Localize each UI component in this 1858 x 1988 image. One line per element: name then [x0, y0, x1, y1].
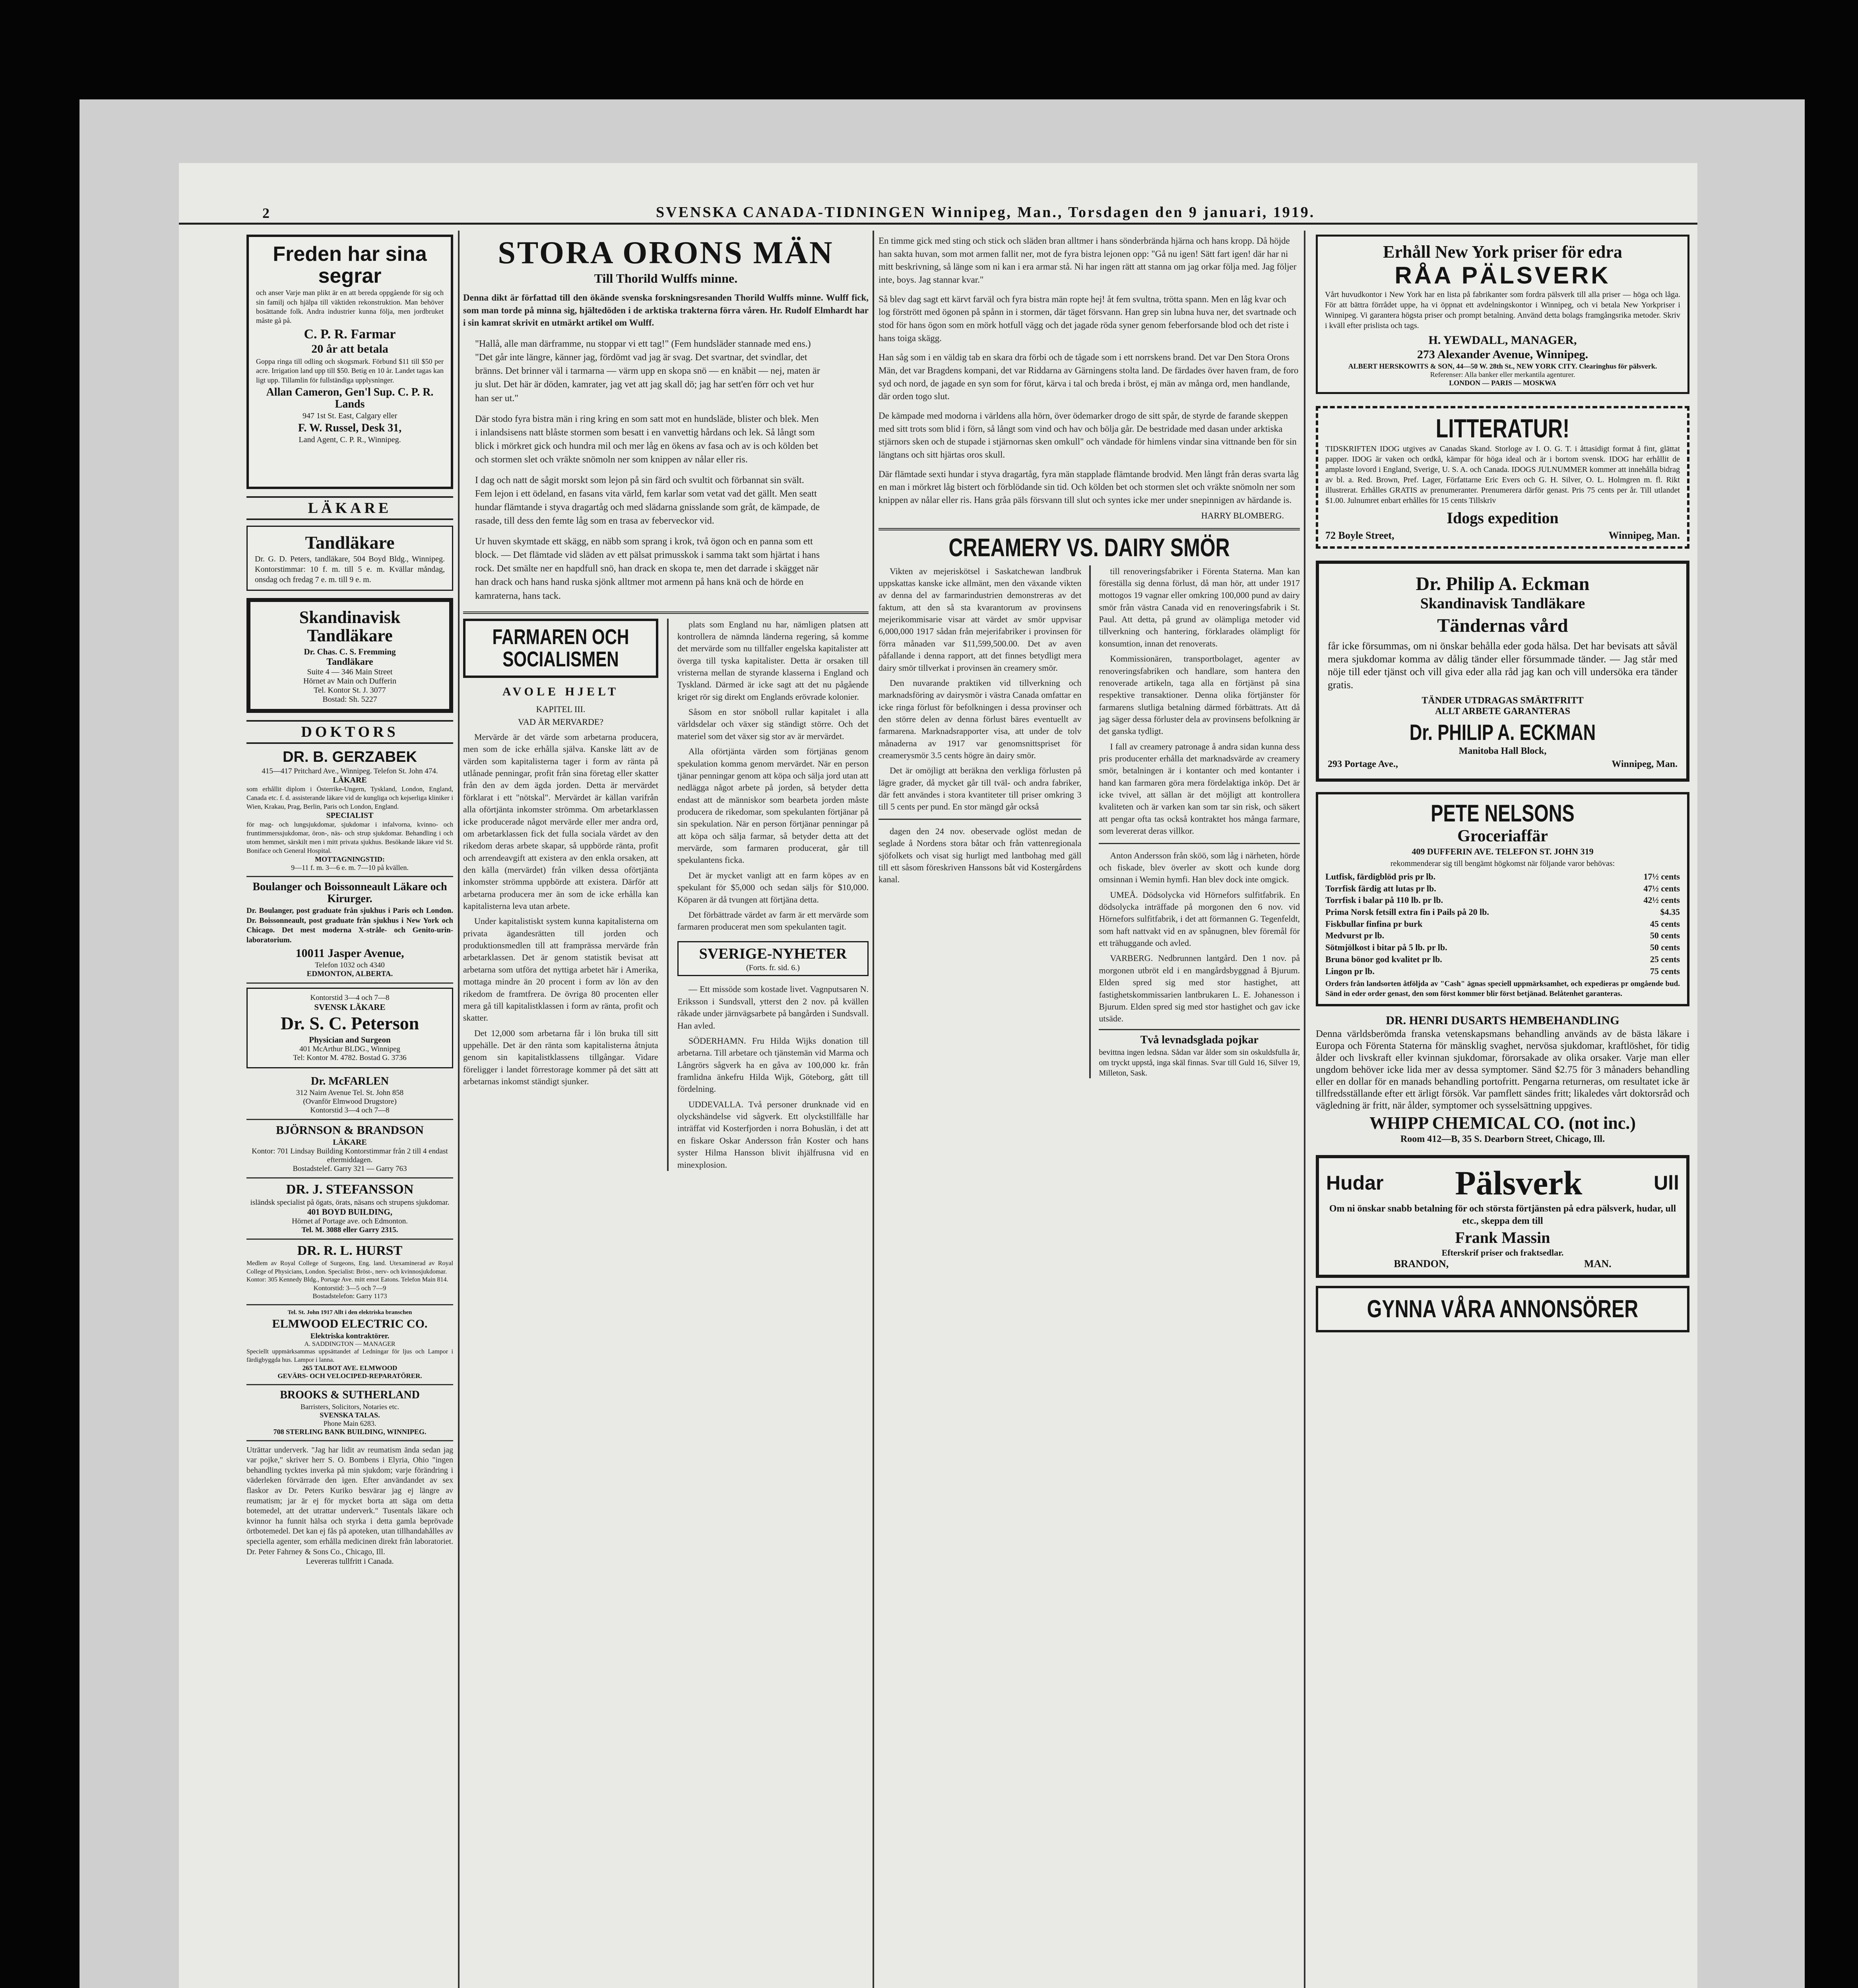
freden-body: och anser Varje man plikt är en att bereda oppgående för sig och sin familj och hjälpa till väktiden rekonstruktion. Man behöver bosättande folk. Andra industrier kunna följa, men jordbruket måste gå på. [256, 289, 444, 325]
eckman-l2: ALLT ARBETE GARANTERAS [1435, 706, 1571, 717]
litteratur-exp: Idogs expedition [1447, 509, 1559, 527]
bjornson-body: Kontor: 701 Lindsay Building Kontorstimmar från 2 till 4 endast eftermiddagen. [252, 1147, 448, 1165]
farmaren-c2-p1: plats som England nu har, nämligen platsen att kontrollera de nämnda länderna regering, så komme det mervärde som nu tillfaller engelska kapitalister att överga till tyska kapitalister. Detta är orsaken till vristerna mellan de styrande klasserna i England och Tyskland. Därmed är icke sagt att det nu pågående kriget rör sig direkt om Englands erövrade kolonier. [677, 619, 869, 702]
sverige-p1: — Ett missöde som kostade livet. Vagnputsaren N. Eriksson i Sundsvall, ytterst den 2 nov. på kvällen råkade under järnvägsarbete på bangården i Sundsvall. Han avled. [677, 984, 869, 1031]
stora-heading: STORA ORONS MÄN [498, 235, 834, 270]
hurst-body: Medlem av Royal College of Surgeons, Eng. land. Utexaminerad av Royal College of Physicians, London. Specialist: Bröst-, nerv- och kvinnosjukdomar. [246, 1260, 453, 1275]
price-row: Lutfisk, färdigblöd pris pr lb. 17½ cents [1325, 872, 1680, 882]
freden-sign2: F. W. Russel, Desk 31, [298, 421, 402, 434]
gerzabek-heading: DR. B. GERZABEK [283, 748, 417, 765]
skandinavisk-l1: Suite 4 — 346 Main Street [307, 667, 393, 676]
column-1 [246, 235, 453, 1566]
freden-heading: Freden har sina segrar [273, 243, 427, 287]
stora-stanza: "Hallå, alle man därframme, nu stoppar vi ett tag!" (Fem hundsläder stannade med ens.) "Det går inte längre, känner jag, fördömt vad jag är svag. Det svartnar, det svindlar, det bränns. Det brinner väl i tarmarna — värm upp en skopa snö — en knäbit — nej, maten är ju slut. Det här är döden, kamrater, jag vet att jag skall dö; jag har sett'en förr och vet hur han ser ut." [475, 339, 820, 404]
pete-addr: 409 DUFFERIN AVE. TELEFON ST. JOHN 319 [1412, 846, 1594, 857]
column-4 [1316, 235, 1689, 1340]
stefansson-body: isländsk specialist på ögats, örats, näsans och strupens sjukdomar. [250, 1198, 450, 1207]
stora-stanza: Där stodo fyra bistra män i ring kring en som satt mot en hundsläde, blister och blek. Men i inlandsisens natt blåste stormen som besatt i en vanvettig hårdans och lek. Så långt som blick i mörkret gick och hundra mil och mer låg en ökens av fasa och av is och kölden bet och stormen slet och vräkte snömoln ner som knippen av nålar eller ris. [475, 414, 819, 465]
pete-heading: PETE NELSONS [1431, 800, 1575, 827]
bjornson-lak: LÄKARE [333, 1138, 367, 1147]
eckman-addr: 293 Portage Ave., [1328, 759, 1398, 769]
price-row: Torrfisk i balar på 110 lb. pr lb. 42½ cents [1325, 895, 1680, 905]
stefansson-heading: DR. J. STEFANSSON [286, 1182, 414, 1197]
boulanger-city: EDMONTON, ALBERTA. [306, 970, 393, 978]
sverige-p3: UDDEVALLA. Två personer drunknade vid en olyckshändelse vid sågverk. Ett olyckstillfälle har inträffat vid Kosterfjorden i norra Bohuslän, i det att en fiskare Oskar Andersson från Koster och hans syster Hilma Hansson blivit ihjälfrusna vid en minexplosion. [677, 1099, 869, 1170]
poem-cont-stanza: De kämpade med modorna i världens alla hörn, över ödemarker drogo de sitt spår, de styrde de farande skeppen med sitt trots som blid i förn, så långt som vind och hav och bölja går. De bestridade med dasan under arktiska stjärnors sken och de stupade i stjärnornas sken omkull" och vändade för himlens vindar sina vittnande ben för sin längtans och sitt hjärtas oros skull. [879, 410, 1297, 460]
dusarts-co: WHIPP CHEMICAL CO. (not inc.) [1369, 1113, 1636, 1133]
farmaren-kap: KAPITEL III. [536, 704, 586, 714]
farmaren-p3: Det 12,000 som arbetarna får i lön bruka till sitt uppehälle. Det är den ränta som kapitalisterna åtnjuta genom sin kapitalistklassens tillgångar. Vidare föreligger i landet förrestorage kommer på det sätt att arbetarnas inkomst ständigt sjunker. [463, 1028, 658, 1087]
sverige-head-box [677, 941, 869, 977]
dusarts-heading: DR. HENRI DUSARTS HEMBEHANDLING [1386, 1013, 1619, 1027]
freden-sub1: C. P. R. Farmar [304, 326, 396, 342]
gynna-ad [1316, 1286, 1689, 1332]
farmaren-article [463, 619, 869, 1171]
elmwood-sub: Elektriska kontraktörer. [310, 1332, 390, 1340]
new-york-cities: LONDON — PARIS — MOSKWA [1449, 379, 1556, 387]
creamery-p2: Den nuvarande praktiken vid tillverkning och marknadsföring av dairysmör i västra Canada omfattar en icke ringa förlust för befolkningen i dessa provinser och den större delen av denna förlust bäres eventuellt av farmarena. Marknadsrapporter visa, att under de tolv månaderna av 1917 var genomsnittspriset för creamerysmör 3.5 cents högre än dairy smör. [879, 678, 1082, 761]
boulanger-body: Dr. Boulanger, post graduate från sjukhus i Paris och London. Dr. Boissonneault, post graduate från sjukhus i New York och Chicago. Det mest moderna X-stråle- och Genito-urin-laboratorium. [246, 907, 453, 945]
farmaren-byline: AVOLE HJELT [502, 685, 619, 698]
eckman-block: Manitoba Hall Block, [1458, 746, 1547, 756]
poem-continued [879, 235, 1300, 507]
elmwood-heading: ELMWOOD ELECTRIC CO. [272, 1317, 428, 1331]
skandinavisk-ad [246, 598, 453, 712]
stora-intro: Denna dikt är författad till den ökände svenska forskningsresanden Thorild Wulffs minne. Wulff fick, som man torde på minna sig, hjältedöden i de arktiska trakterna förra våren. Hr. Rudolf Elmhardt har i sin kamrat skrivit en utmärkt artikel om Wulff. [463, 293, 869, 328]
creamery-p4: till renoveringsfabriker i Förenta Staterna. Man kan föreställa sig denna förlust, då man hör, att under 1917 mottogos 19 vagnar eller omkring 100,000 pund av dairy smör från västra Canada vid en renoveringsfabrik i St. Paul. Att detta, på grund av olämpliga metoder vid tillverkning och hantering, förklarades olämpligt för konsumtion, innan det renoverats. [1099, 566, 1300, 648]
stefansson-addr2: Hörnet af Portage ave. och Edmonton. [292, 1217, 408, 1226]
newspaper-page [179, 163, 1697, 1988]
hudar-prov: MAN. [1584, 1258, 1612, 1270]
farmaren-c2-p4: Det är mycket vanligt att en farm köpes av en spekulant för $5,000 och sedan säljs för $10,000. Köparen är då tvungen att förtjäna detta. [677, 870, 869, 905]
pete-intro: rekommenderar sig till bengämt högkomst när följande varor behövas: [1390, 859, 1615, 868]
elmwood-addr: 265 TALBOT AVE. ELMWOOD [302, 1364, 398, 1372]
brooks-phone: Phone Main 6283. [323, 1419, 376, 1427]
peterson-heading: Dr. S. C. Peterson [280, 1013, 419, 1034]
sverige-p2: SÖDERHAMN. Fru Hilda Wijks donation till arbetarna. Till arbetare och tjänstemän vid Marma och Långrörs sågverk ha en gåva av 100,000 kr. från framlidna änkefru Hilda Wijk, Göteborg, gått till fördelning. [677, 1035, 869, 1094]
peterson-tel: Tel: Kontor M. 4782. Bostad G. 3736 [293, 1053, 407, 1062]
eckman-sub: Skandinavisk Tandläkare [1420, 595, 1585, 612]
freden-addr1: 947 1st St. East, Calgary eller [302, 411, 398, 420]
eckman-name2: Dr. PHILIP A. ECKMAN [1409, 720, 1596, 745]
stefansson-ad [246, 1182, 453, 1235]
stefansson-addr: 401 BOYD BUILDING, [307, 1207, 393, 1217]
stora-stanza: I dag och natt de sågit morskt som lejon på sin färd och svultit och förbannat sin svält. Fem lejon i ett ödeland, en fasans vita värld, fem karlar som vetat vad det gällt. Men seatt hundar flämtande i styva dragartåg och med slädarna gnisslande som gråt, de kämpade, de rasade, till dess den femte låg som en trasa av feberveckor vid. [475, 475, 820, 526]
new-york-heading: Erhåll New York priser för edra [1383, 242, 1622, 262]
farmaren-c2-p2: Såsom en stor snöboll rullar kapitalet i alla världsdelar och växer sig ständigt större. Och det materiel som det växer sig stor av är mervärdet. [677, 707, 869, 741]
doktors-label: DOKTORS [246, 720, 453, 744]
tandlakare-body: Dr. G. D. Peters, tandläkare, 504 Boyd Bldg., Winnipeg. Kontorstimmar: 10 f. m. till 5 e. m. Kvällar måndag, onsdag och fredag 7 e. m. till 9 e. m. [255, 555, 445, 584]
pete-foot: Orders från landsorten åtföljda av "Cash" ägnas speciell uppmärksamhet, och expedieras pr omgående bud. Sänd in eder order genast, den som först kommer blir först betjänad. Belåtenhet garanteras. [1325, 980, 1680, 998]
peterson-ad [246, 988, 453, 1068]
gynna-heading: GYNNA VÅRA ANNONSÖRER [1367, 1295, 1639, 1323]
peterson-sub: Physician and Surgeon [309, 1035, 391, 1044]
boulanger-addr: 10011 Jasper Avenue, [295, 946, 404, 960]
price-row: Torrfisk färdig att lutas pr lb. 47½ cents [1325, 883, 1680, 893]
boulanger-tel: Telefon 1032 och 4340 [315, 961, 385, 970]
tandlakare-heading: Tandläkare [305, 532, 395, 553]
skandinavisk-l3: Tel. Kontor St. J. 3077 [314, 685, 386, 695]
litteratur-heading: LITTERATUR! [1435, 414, 1570, 443]
new-york-addr: 273 Alexander Avenue, Winnipeg. [1417, 348, 1588, 361]
pete-nelsons-ad [1316, 792, 1689, 1006]
tandlakare-ad [246, 526, 453, 591]
creamery-heading: CREAMERY VS. DAIRY SMÖR [948, 533, 1230, 562]
hurst-ad [246, 1244, 453, 1300]
farmaren-c2-p5: Det förbättrade värdet av farm är ett mervärde som farmaren producerat men som spekulanten tagit. [677, 909, 869, 932]
lakare-label: LÄKARE [246, 496, 453, 520]
eckman-tag: Tändernas vård [1437, 615, 1568, 636]
bjornson-heading: BJÖRNSON & BRANDSON [276, 1123, 424, 1137]
mcfarlen-ad [246, 1076, 453, 1115]
brooks-heading: BROOKS & SUTHERLAND [280, 1389, 420, 1402]
gerzabek-addr: 415—417 Pritchard Ave., Winnipeg. Telefon St. John 474. [262, 767, 438, 775]
peterson-addr: 401 McArthur BLDG., Winnipeg [299, 1044, 400, 1053]
rheuma-foot: Levereras tullfritt i Canada. [306, 1557, 394, 1566]
freden-ad [246, 235, 453, 489]
creamery-p6: I fall av creamery patronage å andra sidan kunna dess pris producenter erhålla det marknadsvärde av creamery smör, betalningen är i kontanter och med kontanter i hand kan farmaren göra mera fördelaktiga inköp. Det är icke tvivel, att sällan är det möjligt att kontrollera kvaliteten och är varken kan som tar sin risk, och säkert att pengar ofta tas också kontraktet hos många farmare, som levererat deras villkor. [1099, 741, 1300, 836]
eckman-ad [1316, 561, 1689, 781]
freden-sub2: 20 år att betala [311, 342, 388, 356]
pete-price-list [1325, 871, 1680, 977]
creamery-p5: Kommissionären, transportbolaget, agenter av renoveringsfabriken och handlare, som hantera den renoverade artikeln, taga alla en förtjänst på sina respektive transaktioner. Denna olika förtjänster för farmarens slutliga betalning därmed förbättrats. Att då jag säger dessa förluster dela av provinsens befolkning är det ganska tydligt. [1099, 654, 1300, 736]
hudar-right: Ull [1654, 1172, 1679, 1194]
gerzabek-body2: för mag- och lungsjukdomar, sjukdomar i infalvorna, kvinno- och fruntimmerssjukdomar, öron-, näs- och strup sjukdomar. Behandling i och utom hemmet, särskilt men i mitt privata sjukhus. Besökande läkare vid St. Boniface och General Hospital. [246, 820, 453, 855]
dusarts-body: Denna världsberömda franska vetenskapsmans behandling används av de bästa läkare i Europa och Förenta Staterna för mänsklig svaghet, nervösa sjukdomar, kraftlöshet, för tidig ålder och livskraft eller kvinnan sjukdomar, förorsakade av olika orsaker. Varje man eller ungdom behöver icke lida mer av dessa symptomer. Sänd $2.75 för 3 månaders behandling eller en dollar för en manads behandling portofritt. Pengarna returneras, om resultatet icke är tillfredsställande efter ett ärligt försök. Var pamflett sändes fritt; likaledes vårt doktorsråd och vägledning är fritt, när ålder, symptomer och sysselsättning uppgives. [1316, 1029, 1689, 1111]
elmwood-top: Tel. St. John 1917 Allt i den elektriska branschen [287, 1309, 412, 1316]
litteratur-ad [1316, 406, 1689, 549]
new-york-heading2: RÅA PÄLSVERK [1394, 262, 1611, 289]
gerzabek-body: som erhållit diplom i Österrike-Ungern, Tyskland, London, England, Canada etc. f. d. assisterande läkare vid de kungliga och kejserliga kliniker i Wien, Krakau, Prag, Berlin, Paris och London, England. [246, 785, 453, 810]
poem-signature: HARRY BLOMBERG. [1201, 511, 1284, 521]
dusarts-addr: Room 412—B, 35 S. Dearborn Street, Chicago, Ill. [1400, 1134, 1605, 1145]
price-row: Medvurst pr lb. 50 cents [1325, 930, 1680, 941]
brooks-sub: Barristers, Solicitors, Notaries etc. [301, 1402, 399, 1411]
new-york-mgr: H. YEWDALL, MANAGER, [1428, 334, 1577, 347]
brooks-ad [246, 1389, 453, 1436]
col3-bottom-umea: UMEÅ. Dödsolycka vid Hörnefors sulfitfabrik. En dödsolycka inträffade på morgonen den 6 nov. vid Hörnefors sulfitfabrik, i det att förmannen G. Tegenfeldt, som haft nattvakt vid en av spånugnen, blev föremål för ett trähuggande och avled. [1099, 889, 1300, 948]
stefansson-tel: Tel. M. 3088 eller Garry 2315. [301, 1226, 398, 1235]
hudar-body: Om ni önskar snabb betalning för och största förtjänsten på edra pälsverk, hudar, ull etc., skeppa dem till [1329, 1204, 1676, 1227]
farmaren-head-box [463, 619, 658, 678]
litteratur-body: TIDSKRIFTEN IDOG utgives av Canadas Skand. Storloge av I. O. G. T. i åttasidigt format å fint, glättat papper. IDOG är vaken och ordkå, kämpar för höga ideal och är i bortom svensk. IDOG har erhållit de amplaste lovord i England, Sverige, U. S. A. och Canada. IDOGS JULNUMMER kommer att innehålla bidrag av bl. a. Red. Brown, Pref. Lager, Författarne Eric Evers och G. H. Silver, O. L. Holmgren m. fl. Rikt illustrerat. Erhålles GRATIS av prenumeranter. Prenumerera därför genast. Pris 75 cents per år. Till utlandet $1.00. Julnumret enbart erhålles för 15 cents Tillskriv [1325, 445, 1680, 505]
farmaren-heading: FARMAREN OCH SOCIALISMEN [492, 625, 629, 672]
masthead [179, 163, 1697, 225]
col3-bottom-varberg: VARBERG. Nedbrunnen lantgård. Den 1 nov. på morgonen utbröt eld i en mangårdsbyggnad å Bjurum. Elden spred sig med stor hastighet, att fastighetskommissarien lantbrukaren L. E. Johanesson i Bjurum. Elden spred sig med stor hastighet och gav icke utsäde. [1099, 953, 1300, 1024]
hurst-addr: Kontor: 305 Kennedy Bldg., Portage Ave. mitt emot Eatons. Telefon Main 814. [246, 1276, 448, 1283]
mcfarlen-hours: Kontorstid 3—4 och 7—8 [310, 1106, 390, 1114]
poem-cont-stanza: Så blev dag sagt ett kärvt farväl och fyra bistra män ropte hej! åt fem svultna, trötta spann. Men en låg kvar och log förstrött med ögonen på spånn in i stormen, där täget försvann. Han grep sin lubna huva ner, det svartnade och stod för hans ögon som en mörk hotfull vägg och det jagade röda syner genom feberforsande blod och det riste i hans toiga skägg. [879, 294, 1297, 343]
gerzabek-ad [246, 749, 453, 872]
hurst-hours: Kontorstid: 3—5 och 7—9 [313, 1284, 386, 1292]
stora-stanza: Ur huven skymtade ett skägg, en näbb som sprang i krok, två ögon och en panna som ett block. — Det flämtade vid släden av ett pälsat primusskok i samma takt som hjärtat i hans rock. Det smälte ner en hapdfull snö, han drack en skopa te, men det darrade i skägget när han drack och hans hand ruska sjönk alltmer mot armenn på hans knä och de hörde en kamraterna, hans tack. [475, 536, 820, 601]
dusarts-ad [1316, 1014, 1689, 1145]
hudar-city: BRANDON, [1394, 1258, 1449, 1270]
hudar-left: Hudar [1326, 1172, 1384, 1194]
elmwood-sub2: GEVÄRS- OCH VELOCIPED-REPARATÖRER. [277, 1372, 422, 1380]
brooks-label: SVENSKA TALAS. [320, 1411, 380, 1419]
price-row: Lingon pr lb. 75 cents [1325, 966, 1680, 976]
column-2 [463, 235, 869, 1171]
skandinavisk-title: Tandläkare [326, 656, 373, 667]
masthead-title: SVENSKA CANADA-TIDNINGEN Winnipeg, Man., Torsdagen den 9 januari, 1919. [656, 204, 1315, 221]
skandinavisk-l4: Bostad: Sh. 5227 [322, 695, 377, 704]
boulanger-heading: Boulanger och Boissonneault Läkare och Kirurger. [252, 881, 447, 905]
new-york-ad [1316, 235, 1689, 394]
freden-sign1: Allan Cameron, Gen'l Sup. C. P. R. Lands [266, 386, 434, 410]
rheuma-article: Uträttar underverk. "Jag har lidit av reumatism ända sedan jag var pojke," skriver herr S. O. Bombens i Elyria, Ohio "ingen behandling tycktes inverka på min sjukdom; varje förändring i väderleken förvärrade den igen. Efter användandet av sex flaskor av Dr. Peters Kuriko besvärar jag ej längre av reumatism; jar är ej för mycket borta att säga om detta botemedel, att det utrattar underverk." Tusentals läkare och kvinnor ha funnit hälsa och styrka i detta gamla beprövade örtbotemedel. Det kan ej fås på apoteken, utan tillhandahålles av speciella agenter, som erhålla medicinen direkt från laboratoriet. Dr. Peter Fahrney & Sons Co., Chicago, Ill. [246, 1445, 453, 1556]
boulanger-ad [246, 881, 453, 978]
page-number: 2 [262, 205, 270, 221]
new-york-ref: Referenser: Alla banker eller merkantila agenturer. [1430, 371, 1575, 379]
creamery-article [879, 534, 1300, 1078]
elmwood-names: A. SADDINGTON — MANAGER [304, 1340, 396, 1347]
pete-sub: Groceriaffär [1457, 827, 1548, 845]
poem-cont-stanza: En timme gick med sting och stick och släden bran alltmer i hans sönderbrända hjärna och hans kropp. Då höjde han sakta huvan, som mot armen fallit ner, mot de fyra bistra lejonen opp: "Gå nu igen! Sätt fart igen! där har ni mitt beskrivning, så länge som ni kan i era armar stå. Ni har ingen rätt att stanna om jag orkar följa med. Jag följer inte, boys. Jag stannar kvar." [879, 236, 1297, 285]
price-row: Bruna bönor god kvalitet pr lb. 25 cents [1325, 954, 1680, 964]
skandinavisk-l2: Hörnet av Main och Dufferin [303, 676, 396, 685]
mcfarlen-heading: Dr. McFARLEN [311, 1075, 389, 1087]
hudar-sub: Efterskrif priser och fraktsedlar. [1441, 1247, 1564, 1258]
price-row: Prima Norsk fetsill extra fin i Pails på 20 lb. $4.35 [1325, 907, 1680, 917]
eckman-name: Dr. Philip A. Eckman [1416, 573, 1590, 595]
creamery-p1: Vikten av mejeriskötsel i Saskatchewan landbruk uppskattas kanske icke allmänt, men den växande vikten av denna del av farmarindustrien demonstreras av det faktum, att den så sta kvarantorum av provinsens mejerikommisarie visar att värdet av smör uppvisar 6,000,000 1917 sådan från mejerifabriker i provinsen för förra månaden var $11,599,500.00. Det av aven påfallande i denna rapport, att det finnes betydligt mera dairy smör tillverkat i provinsen än creamery smör. [879, 566, 1082, 673]
hudar-ad [1316, 1155, 1689, 1277]
farmaren-c2-p3: Alla oförtjänta värden som förtjänas genom spekulation komma genom mervärdet. När en person tjänar penningar genom att köpa och sälja jord utan att nedlägga något arbete på jorden, så betyder detta endast att de människor som bearbeta jorden måste producera de rikedomar, som spekulanten förtjänar på sin spekulation. När en person förtjänar penningar på att köpa och sälja farmar, så betyder detta att det mervärde, som farmaren producerat, går till spekulantens ficka. [677, 746, 869, 865]
elmwood-ad [246, 1309, 453, 1380]
freden-body2: Goppa ringa till odling och skogsmark. Förbund $11 till $50 per acre. Irrigation land upp till $50. Betig en 10 år. Landet tagas kan ligt upp. Tillamlin för fullständiga upplysninger. [256, 357, 444, 384]
hudar-name: Frank Massin [1455, 1228, 1550, 1246]
eckman-body: får icke försummas, om ni önskar behålla eder goda hälsa. Det har bevisats att såväl mera sjukdomar komma av dålig tänder eller försummade tänder. — Jag står med nöje till eder tjänst och vill giva eder alla råd jag kan och vill undersöka era tänder gratis. [1328, 640, 1678, 691]
hurst-tel: Bostadstelefon: Garry 1173 [312, 1292, 387, 1300]
stora-orons-man-article [463, 236, 869, 603]
gerzabek-hours-label: MOTTAGNINGSTID: [315, 855, 385, 864]
col3-bottom-p2: Anton Andersson från sköö, som låg i närheten, hörde och fiskade, blev överler av skott och kunde dorg omsinnan i Wemin hymfi. Han blev dock inte omgick. [1099, 850, 1300, 885]
tva-heading: Två levnadsglada pojkar [1140, 1033, 1259, 1046]
mcfarlen-addr: 312 Nairn Avenue Tel. St. John 858 [296, 1088, 404, 1097]
eckman-l1: TÄNDER UTDRAGAS SMÄRTFRITT [1422, 695, 1584, 706]
gerzabek-hours: 9—11 f. m. 3—6 e. m. 7—10 på kvällen. [291, 864, 409, 872]
poem-cont-stanza: Där flämtade sexti hundar i styva dragartåg, fyra män stapplade flämtande brodvid. Men långt från deras svarta låg en man i mörkret låg bistert och förblödande sin tid. Och kölden bet och stormen slet och vräkte snömoln ner som knippen av nålar eller ris. Hans gråa päls försvann till slut och syntes icke mer under snepinnigen av härdande is. [879, 469, 1299, 505]
litteratur-city: Winnipeg, Man. [1608, 530, 1680, 542]
tva-body: bevittna ingen ledsna. Sådan var ålder som sin oskuldsfulla år, om tryckt uppstå, inga skäl finnas. Svar till Guld 16, Silver 19, Milleton, Sask. [1099, 1048, 1300, 1077]
poem-cont-stanza: Han såg som i en väldig tab en skara dra förbi och de tågade som i ett norrskens brand. Det var Den Stora Orons Män, det var Bragdens kompani, det var Riddarna av Gärningens stolta land. De färdades över haven fram, de foro syd och nord, de jagade en syn som for förut, kärva i tal och breda i bröst, ej män av många ord, men handlande, där orden togo slut. [879, 352, 1299, 402]
bjornson-ad [246, 1124, 453, 1174]
hurst-heading: DR. R. L. HURST [297, 1243, 403, 1258]
new-york-line: ALBERT HERSKOWITS & SON, 44—50 W. 28th St., NEW YORK CITY. Clearinghus för pälsverk. [1348, 362, 1657, 371]
bjornson-tel: Bostadstelef. Garry 321 — Garry 763 [293, 1165, 407, 1173]
elmwood-body: Speciellt uppmärksammas uppsättandet af Ledningar för ljus och Lampor i färdigbyggda hus. Lampor i lanna. [246, 1348, 453, 1363]
gerzabek-lak: LÄKARE [333, 775, 367, 784]
brooks-addr: 708 STERLING BANK BUILDING, WINNIPEG. [273, 1427, 427, 1436]
mcfarlen-sub: (Ovanför Elmwood Drugstore) [303, 1097, 397, 1106]
farmaren-q: VAD ÄR MERVARDE? [518, 716, 603, 727]
new-york-body: Vårt huvudkontor i New York har en lista på fabrikanter som fordra pälsverk till alla priser — höga och låga. För att bättra förrådet uppe, ha vi öppnat ett avdelningskontor i Winnipeg, och vi betala New Yorkpriser i Winnipeg. Vi garantera högsta priser och prompt betalning. Använd detta bolags framgångsrika metoder. Skriv i kväll efter prislista och tags. [1325, 290, 1680, 330]
skandinavisk-name: Dr. Chas. C. S. Fremming [304, 646, 396, 656]
price-row: Sötmjölkost i bitar på 5 lb. pr lb. 50 cents [1325, 942, 1680, 953]
stora-poem [475, 337, 821, 602]
column-3 [879, 235, 1300, 1078]
peterson-hours: Kontorstid 3—4 och 7—8 [310, 994, 390, 1002]
farmaren-p1: Mervärde är det värde som arbetarna producera, men som de icke erhålla själva. Kanske lätt av de värden som kapitalisterna tager i form av ränta på utlånade penningar, profit från sina företag eller skatter från den av dem ägda jorden. Detta är mervärdet förklarat i ett "nötskal". Mervärdet är källan varifrån alla oförtjänta inkomster strömma. Om arbetarklassen icke producerade något mervärde eller mer andra ord, om arbetarklassen fick det fulla sociala värdet av den rikedom deras arbete skapar, så uppbörde ränta, profit och arrendeavgift att existera av den enkla orsaken, att den källa (mervärdet) från vilken dessa oförtjänta inkomster strömma uppbörde att existera. Därför att arbetarna producera mer än som de icke erhålla kan kapitalisterna leva utan arbete. [463, 732, 658, 911]
stora-sub: Till Thorild Wulffs minne. [594, 271, 738, 285]
farmaren-p2: Under kapitalistiskt system kunna kapitalisterna om privata ägandesrätten till jorden och produktionsmedlen till att framprässa mervärde från arbetarklassen. Det är genom statistik bevisat att arbetarna som utföra det nyttiga arbetet här i Amerika, mottaga mindre än 20 procent i form av lön av den rikedom de framtfrera. De övriga 80 procenten eller mera gå till kapitalistklassen i form av ränta, profit och skatter. [463, 916, 658, 1023]
skandinavisk-heading: Skandinavisk Tandläkare [299, 608, 401, 646]
freden-addr2: Land Agent, C. P. R., Winnipeg. [299, 435, 401, 445]
hudar-mid: Pälsverk [1455, 1164, 1583, 1202]
peterson-label: SVENSK LÄKARE [314, 1002, 386, 1012]
creamery-p3: Det är omöjligt att beräkna den verkliga förlusten på lägre grader, då mycket går till tväl- och andra fabriker, där fett användes i stora kvantiteter till priser omkring 3 till 5 cents per pund. En stor mängd går också [879, 765, 1082, 812]
price-row: Fiskbullar finfina pr burk 45 cents [1325, 918, 1680, 929]
eckman-city: Winnipeg, Man. [1612, 759, 1678, 769]
sverige-heading: SVERIGE-NYHETER [699, 945, 847, 962]
sverige-sub: (Forts. fr. sid. 6.) [746, 963, 800, 973]
litteratur-addr: 72 Boyle Street, [1325, 530, 1394, 542]
gerzabek-spec: SPECIALIST [326, 811, 374, 820]
col3-bottom-p1: dagen den 24 nov. obeservade oglöst medan de seglade å Nordens stora båtar och från vattenregionala sjöfolkets och visat sig hurligt med lantbohag med gäll till ett såsom föreskriven Hanssons båt vid Kostergårdens kanal. [879, 826, 1082, 885]
